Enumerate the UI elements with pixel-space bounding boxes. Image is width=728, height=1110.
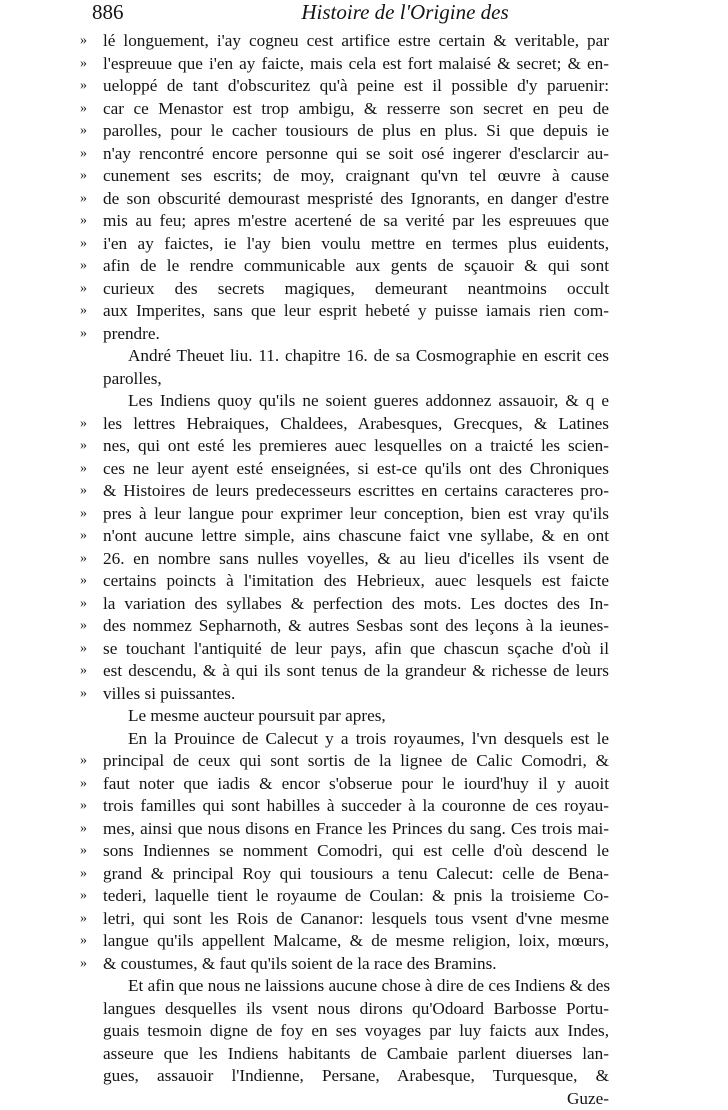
line-text: parolles, pour le cacher tousiours de plus en plus. Si que depuis ie bbox=[103, 120, 609, 143]
quotation-mark: » bbox=[80, 480, 96, 503]
line-text: nes, qui ont esté les premieres auec lesquelles on a traicté les scien- bbox=[103, 435, 609, 458]
line-text: curieux des secrets magiques, demeurant neantmoins occult bbox=[103, 278, 609, 301]
line-text: Les Indiens quoy qu'ils ne soient gueres addonnez assauoir, & q e bbox=[128, 390, 609, 413]
text-line bbox=[0, 503, 728, 526]
text-line bbox=[0, 480, 728, 503]
body-text bbox=[0, 30, 728, 1110]
line-text: lé longuement, i'ay cogneu cest artifice estre certain & veritable, par bbox=[103, 30, 609, 53]
quotation-mark: » bbox=[80, 660, 96, 683]
quotation-mark: » bbox=[80, 143, 96, 166]
line-text: villes si puissantes. bbox=[103, 683, 609, 706]
text-line bbox=[0, 975, 728, 998]
text-line bbox=[0, 953, 728, 976]
quotation-mark: » bbox=[80, 593, 96, 616]
text-line bbox=[0, 345, 728, 368]
text-line bbox=[0, 930, 728, 953]
line-text: car ce Menastor est trop ambigu, & resserre son secret en peu de bbox=[103, 98, 609, 121]
text-line bbox=[0, 255, 728, 278]
quotation-mark: » bbox=[80, 863, 96, 886]
line-text: certains poincts à l'imitation des Hebrieux, auec lesquels est faicte bbox=[103, 570, 609, 593]
quotation-mark: » bbox=[80, 638, 96, 661]
text-line bbox=[0, 885, 728, 908]
text-line bbox=[0, 413, 728, 436]
text-line bbox=[0, 728, 728, 751]
quotation-mark: » bbox=[80, 750, 96, 773]
quotation-mark: » bbox=[80, 435, 96, 458]
line-text: Le mesme aucteur poursuit par apres, bbox=[128, 705, 609, 728]
text-line bbox=[0, 435, 728, 458]
text-line bbox=[0, 300, 728, 323]
line-text: sons Indiennes se nomment Comodri, qui est celle d'où descend le bbox=[103, 840, 609, 863]
page-header bbox=[92, 0, 652, 30]
quotation-mark: » bbox=[80, 120, 96, 143]
line-text: En la Prouince de Calecut y a trois royaumes, l'vn desquels est le bbox=[128, 728, 609, 751]
quotation-mark: » bbox=[80, 53, 96, 76]
quotation-mark: » bbox=[80, 503, 96, 526]
line-text: i'en ay faictes, ie l'ay bien voulu mettre en termes plus euidents, bbox=[103, 233, 609, 256]
line-text: ueloppé de tant d'obscuritez qu'à peine est il possible d'y paruenir: bbox=[103, 75, 609, 98]
text-line bbox=[0, 593, 728, 616]
line-text: la variation des syllabes & perfection des mots. Les doctes des In- bbox=[103, 593, 609, 616]
line-text: trois familles qui sont habilles à succeder à la couronne de ces royau- bbox=[103, 795, 609, 818]
line-text: grand & principal Roy qui tousiours a tenu Calecut: celle de Bena- bbox=[103, 863, 609, 886]
line-text: tederi, laquelle tient le royaume de Coulan: & pnis la troisieme Co- bbox=[103, 885, 609, 908]
line-text: pres à leur langue pour exprimer leur conception, bien est vray qu'ils bbox=[103, 503, 609, 526]
quotation-mark: » bbox=[80, 525, 96, 548]
quotation-mark: » bbox=[80, 255, 96, 278]
text-line bbox=[0, 818, 728, 841]
text-line bbox=[0, 683, 728, 706]
text-line bbox=[0, 120, 728, 143]
text-line bbox=[0, 1065, 728, 1088]
quotation-mark: » bbox=[80, 795, 96, 818]
text-line bbox=[0, 570, 728, 593]
line-text: asseure que les Indiens habitants de Cambaie parlent diuerses lan- bbox=[103, 1043, 609, 1066]
line-text: letri, qui sont les Rois de Cananor: lesquels tous vsent d'vne mesme bbox=[103, 908, 609, 931]
quotation-mark: » bbox=[80, 210, 96, 233]
text-line bbox=[0, 53, 728, 76]
text-line bbox=[0, 795, 728, 818]
quotation-mark: » bbox=[80, 233, 96, 256]
text-line bbox=[0, 30, 728, 53]
line-text: n'ont aucune lettre simple, ains chascune faict vne syllabe, & en ont bbox=[103, 525, 609, 548]
text-line bbox=[0, 188, 728, 211]
text-line bbox=[0, 458, 728, 481]
text-line bbox=[0, 863, 728, 886]
quotation-mark: » bbox=[80, 75, 96, 98]
text-line bbox=[0, 278, 728, 301]
quotation-mark: » bbox=[80, 908, 96, 931]
text-line bbox=[0, 390, 728, 413]
quotation-mark: » bbox=[80, 570, 96, 593]
line-text: langues desquelles ils vsent nous dirons qu'Odoard Barbosse Portu- bbox=[103, 998, 609, 1021]
text-line bbox=[0, 165, 728, 188]
line-text: les lettres Hebraiques, Chaldees, Arabesques, Grecques, & Latines bbox=[103, 413, 609, 436]
quotation-mark: » bbox=[80, 30, 96, 53]
text-line bbox=[0, 233, 728, 256]
quotation-mark: » bbox=[80, 188, 96, 211]
text-line bbox=[0, 908, 728, 931]
text-line bbox=[0, 143, 728, 166]
quotation-mark: » bbox=[80, 323, 96, 346]
line-text: parolles, bbox=[103, 368, 609, 391]
quotation-mark: » bbox=[80, 683, 96, 706]
quotation-mark: » bbox=[80, 458, 96, 481]
text-line bbox=[0, 1088, 728, 1110]
text-line bbox=[0, 750, 728, 773]
text-line bbox=[0, 323, 728, 346]
text-line bbox=[0, 75, 728, 98]
text-line bbox=[0, 98, 728, 121]
quotation-mark: » bbox=[80, 818, 96, 841]
quotation-mark: » bbox=[80, 615, 96, 638]
text-line bbox=[0, 548, 728, 571]
text-line bbox=[0, 525, 728, 548]
text-line bbox=[0, 998, 728, 1021]
line-text: de son obscurité demourast mespristé des Ignorants, en danger d'estre bbox=[103, 188, 609, 211]
quotation-mark: » bbox=[80, 413, 96, 436]
text-line bbox=[0, 660, 728, 683]
line-text: est descendu, & à qui ils sont tenus de la grandeur & richesse de leurs bbox=[103, 660, 609, 683]
quotation-mark: » bbox=[80, 773, 96, 796]
quotation-mark: » bbox=[80, 548, 96, 571]
line-text: gues, assauoir l'Indienne, Persane, Arabesque, Turquesque, & bbox=[103, 1065, 609, 1088]
page-number: 886 bbox=[92, 0, 124, 25]
quotation-mark: » bbox=[80, 300, 96, 323]
line-text: & Histoires de leurs predecesseurs escrittes en certains caracteres pro- bbox=[103, 480, 609, 503]
line-text: l'espreuue que i'en ay faicte, mais cela est fort malaisé & secret; & en- bbox=[103, 53, 609, 76]
text-line bbox=[0, 1020, 728, 1043]
line-text: des nommez Sepharnoth, & autres Sesbas sont des leçons à la ieunes- bbox=[103, 615, 609, 638]
text-line bbox=[0, 210, 728, 233]
text-line bbox=[0, 615, 728, 638]
line-text: aux Imperites, sans que leur esprit hebeté y puisse iamais rien com- bbox=[103, 300, 609, 323]
line-text: se touchant l'antiquité de leur pays, afin que chascun sçache d'où il bbox=[103, 638, 609, 661]
quotation-mark: » bbox=[80, 278, 96, 301]
running-head: Histoire de l'Origine des bbox=[210, 0, 600, 25]
text-line bbox=[0, 1043, 728, 1066]
line-text: 26. en nombre sans nulles voyelles, & au lieu d'icelles ils vsent de bbox=[103, 548, 609, 571]
line-text: guais tesmoin digne de foy en ses voyages par luy faicts aux Indes, bbox=[103, 1020, 609, 1043]
text-line bbox=[0, 368, 728, 391]
line-text: prendre. bbox=[103, 323, 609, 346]
quotation-mark: » bbox=[80, 953, 96, 976]
line-text: cunement ses escrits; de moy, craignant qu'vn tel œuvre à cause bbox=[103, 165, 609, 188]
line-text: Et afin que nous ne laissions aucune chose à dire de ces Indiens & des bbox=[128, 975, 609, 998]
quotation-mark: » bbox=[80, 98, 96, 121]
line-text: afin de le rendre communicable aux gents de sçauoir & qui sont bbox=[103, 255, 609, 278]
text-line bbox=[0, 773, 728, 796]
quotation-mark: » bbox=[80, 885, 96, 908]
line-text: mis au feu; apres m'estre acertené de sa verité par les espreuues que bbox=[103, 210, 609, 233]
line-text: faut noter que iadis & encor s'obserue pour le iourd'huy il y auoit bbox=[103, 773, 609, 796]
text-line bbox=[0, 638, 728, 661]
line-text: ces ne leur ayent esté enseignées, si est-ce qu'ils ont des Chroniques bbox=[103, 458, 609, 481]
line-text: n'ay rencontré encore personne qui se soit osé ingerer d'esclarcir au- bbox=[103, 143, 609, 166]
line-text: & coustumes, & faut qu'ils soient de la race des Bramins. bbox=[103, 953, 609, 976]
line-text: langue qu'ils appellent Malcame, & de mesme religion, loix, mœurs, bbox=[103, 930, 609, 953]
line-text: André Theuet liu. 11. chapitre 16. de sa Cosmographie en escrit ces bbox=[128, 345, 609, 368]
line-text: Guze- bbox=[103, 1088, 609, 1110]
line-text: mes, ainsi que nous disons en France les Princes du sang. Ces trois mai- bbox=[103, 818, 609, 841]
text-line bbox=[0, 840, 728, 863]
text-line bbox=[0, 705, 728, 728]
quotation-mark: » bbox=[80, 165, 96, 188]
quotation-mark: » bbox=[80, 840, 96, 863]
quotation-mark: » bbox=[80, 930, 96, 953]
line-text: principal de ceux qui sont sortis de la lignee de Calic Comodri, & bbox=[103, 750, 609, 773]
